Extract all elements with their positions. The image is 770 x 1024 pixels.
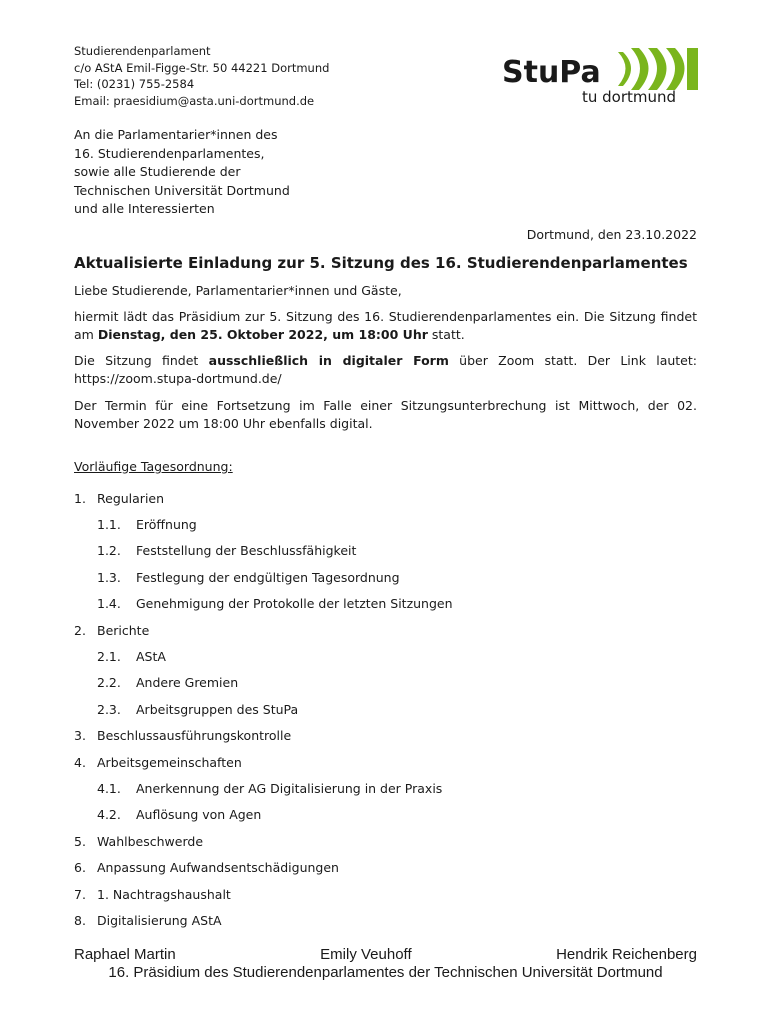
agenda-subitem: [74, 670, 453, 696]
agenda-item-number: 5.: [74, 833, 86, 849]
agenda-item-label: Auflösung von Agen: [136, 807, 262, 823]
agenda-item-number: 1.1.: [97, 517, 121, 533]
recipient-line: An die Parlamentarier*innen des: [74, 127, 278, 142]
invitation-paragraph: [74, 308, 697, 344]
sender-line: c/o AStA Emil-Figge-Str. 50 44221 Dortmund: [74, 60, 330, 75]
format-text-link: über Zoom statt. Der Link lautet: https://zoom.stupa-dortmund.de/: [74, 353, 697, 386]
format-text: Die Sitzung findet: [74, 353, 209, 368]
agenda-item-number: 4.2.: [97, 807, 121, 823]
agenda-subitem: [74, 591, 453, 617]
signature-name: Emily Veuhoff: [320, 946, 412, 963]
agenda-item-label: Arbeitsgemeinschaften: [97, 754, 242, 770]
agenda-item-label: 1. Nachtragshaushalt: [97, 886, 231, 902]
agenda-subitem: [74, 511, 453, 537]
agenda-item-number: 6.: [74, 860, 86, 876]
agenda-item: [74, 723, 453, 749]
continuation-paragraph: Der Termin für eine Fortsetzung im Falle einer Sitzungsunterbrechung ist Mittwoch, der 02. November 2022 um 18:00 Uhr ebenfalls digital.: [74, 398, 697, 431]
agenda-item-number: 1.3.: [97, 569, 121, 585]
agenda-item-label: Anpassung Aufwandsentschädigungen: [97, 860, 339, 876]
stupa-logo: [500, 44, 710, 108]
sender-address: [74, 43, 329, 109]
agenda-item-label: Berichte: [97, 622, 150, 638]
letter-date: Dortmund, den 23.10.2022: [526, 227, 697, 242]
agenda-item-label: AStA: [136, 649, 166, 665]
agenda-item-label: Anerkennung der AG Digitalisierung in der Praxis: [136, 780, 443, 796]
agenda-list: [74, 485, 453, 934]
recipient-line: sowie alle Studierende der: [74, 164, 241, 179]
sound-waves-icon: [618, 48, 698, 90]
agenda-item-number: 1.: [74, 490, 86, 506]
agenda-item-number: 1.2.: [97, 543, 121, 559]
agenda-item-number: 2.1.: [97, 649, 121, 665]
meeting-date-time: Dienstag, den 25. Oktober 2022, um 18:00 Uhr: [97, 327, 428, 342]
recipient-block: [74, 126, 290, 219]
agenda-item-label: Andere Gremien: [136, 675, 239, 691]
agenda-item-number: 1.4.: [97, 596, 121, 612]
agenda-item-number: 2.: [74, 622, 86, 638]
agenda-subitem: [74, 775, 453, 801]
agenda-item-number: 4.1.: [97, 780, 121, 796]
agenda-item-number: 2.3.: [97, 701, 121, 717]
agenda-subitem: [74, 564, 453, 590]
agenda-item-number: 3.: [74, 728, 86, 744]
greeting: Liebe Studierende, Parlamentarier*innen und Gäste,: [74, 283, 402, 298]
agenda-item-number: 7.: [74, 886, 86, 902]
agenda-item: [74, 485, 453, 511]
agenda-item-label: Arbeitsgruppen des StuPa: [136, 701, 299, 717]
agenda-item-number: 4.: [74, 754, 86, 770]
agenda-item-label: Feststellung der Beschlussfähigkeit: [136, 543, 357, 559]
agenda-subitem: [74, 538, 453, 564]
agenda-item: [74, 881, 453, 907]
agenda-item-label: Regularien: [97, 490, 165, 506]
agenda-item-number: 2.2.: [97, 675, 121, 691]
agenda-subitem: [74, 802, 453, 828]
agenda-subitem: [74, 643, 453, 669]
agenda-item: [74, 907, 453, 933]
signature-names: [74, 946, 697, 963]
signature-name: Hendrik Reichenberg: [556, 946, 697, 963]
logo-sub-text: tu dortmund: [582, 88, 677, 106]
agenda-item-label: Beschlussausführungskontrolle: [97, 728, 292, 744]
recipient-line: Technischen Universität Dortmund: [74, 182, 290, 198]
logo-main-text: StuPa: [502, 55, 601, 90]
recipient-line: und alle Interessierten: [74, 201, 215, 216]
agenda-item: [74, 854, 453, 880]
sender-line: Studierendenparlament: [74, 44, 211, 58]
agenda-item-label: Wahlbeschwerde: [97, 833, 204, 849]
invitation-text: hiermit lädt das Präsidium zur 5. Sitzung des 16. Studierendenparlamentes ein. Die Sitzung findet am: [74, 309, 697, 342]
letter-title: Aktualisierte Einladung zur 5. Sitzung des 16. Studierendenparlamentes: [74, 254, 688, 272]
agenda-item-label: Eröffnung: [136, 517, 197, 533]
agenda-item: [74, 749, 453, 775]
sender-email: Email: praesidium@asta.uni-dortmund.de: [74, 93, 315, 108]
agenda-item-label: Digitalisierung AStA: [97, 912, 222, 928]
agenda-subitem: [74, 696, 453, 722]
agenda-item: [74, 828, 453, 854]
format-paragraph: [74, 352, 697, 388]
signature-name: Raphael Martin: [74, 946, 176, 963]
agenda-item-number: 8.: [74, 912, 86, 928]
recipient-line: 16. Studierendenparlamentes,: [74, 145, 265, 161]
agenda-item: [74, 617, 453, 643]
agenda-item-label: Genehmigung der Protokolle der letzten Sitzungen: [136, 596, 453, 612]
sender-line: Tel: (0231) 755-2584: [74, 77, 195, 91]
signature-subtitle: 16. Präsidium des Studierendenparlamentes der Technischen Universität Dortmund: [108, 964, 663, 981]
invitation-text-end: statt.: [427, 327, 465, 342]
format-emphasis: ausschließlich in digitaler Form: [208, 353, 449, 368]
agenda-item-label: Festlegung der endgültigen Tagesordnung: [136, 569, 400, 585]
agenda-heading: Vorläufige Tagesordnung:: [74, 459, 233, 474]
